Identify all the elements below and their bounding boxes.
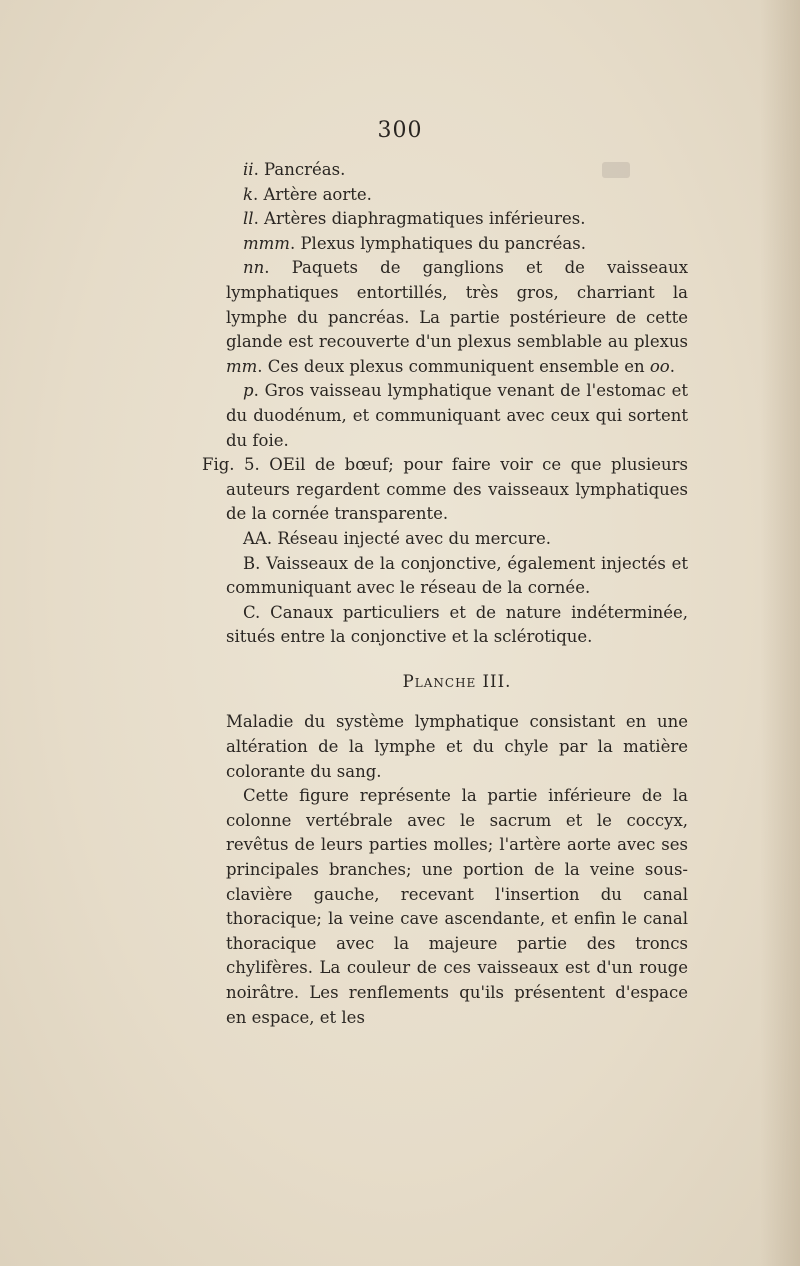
paragraph-2: Cette figure représente la partie inférieure de la colonne vertébrale avec le sacrum et le coccyx, revêtus de leurs parties molles; l'artère aorte avec ses principales branches; une portion de la veine sous-clavière gauche, recevant l'insertion du canal thoracique; la veine cave ascendante, et enfin le canal thoracique avec la majeure partie des troncs chylifères. La couleur de ces vaisseaux est d'un rouge noirâtre. Les renflements qu'ils présentent d'espace en espace, et les <box>226 786 688 1027</box>
page-body <box>202 158 688 1030</box>
fig5-item-b: B. Vaisseaux de la conjonctive, également injectés et communiquant avec le réseau de la cornée. <box>226 553 688 598</box>
legend-item-ll: ll. Artères diaphragmatiques inférieures. <box>243 209 586 229</box>
paragraph-1: Maladie du système lymphatique consistant en une altération de la lymphe et du chyle par la matière colorante du sang. <box>226 712 688 781</box>
page-edge-shadow <box>760 0 800 1266</box>
fig5-item-c: C. Canaux particuliers et de nature indéterminée, situés entre la conjonctive et la sclérotique. <box>226 602 688 647</box>
legend-item-p: p. Gros vaisseau lymphatique venant de l'estomac et du duodénum, et communiquant avec ceux qui sortent du foie. <box>226 381 688 450</box>
legend-item-mmm: mmm. Plexus lymphatiques du pancréas. <box>243 233 586 253</box>
legend-item-ii: ii. Pancréas. <box>243 160 346 179</box>
plate-heading: Planche III. <box>402 671 512 691</box>
legend-item-nn: nn. Paquets de ganglions et de vaisseaux lymphatiques entortillés, très gros, charriant la lymphe du pancréas. La partie postérieure de cette glande est recouverte d'un plexus semblable au plexus mm. Ces deux plexus communiquent ensemble en oo. <box>226 258 688 376</box>
legend-item-k: k. Artère aorte. <box>243 184 372 204</box>
figure-5-caption: Fig. 5. OEil de bœuf; pour faire voir ce que plusieurs auteurs regardent comme des vaisseaux lymphatiques de la cornée transparente. <box>202 455 688 524</box>
fig5-item-aa: AA. Réseau injecté avec du mercure. <box>243 528 552 548</box>
page-number: 300 <box>377 118 423 143</box>
